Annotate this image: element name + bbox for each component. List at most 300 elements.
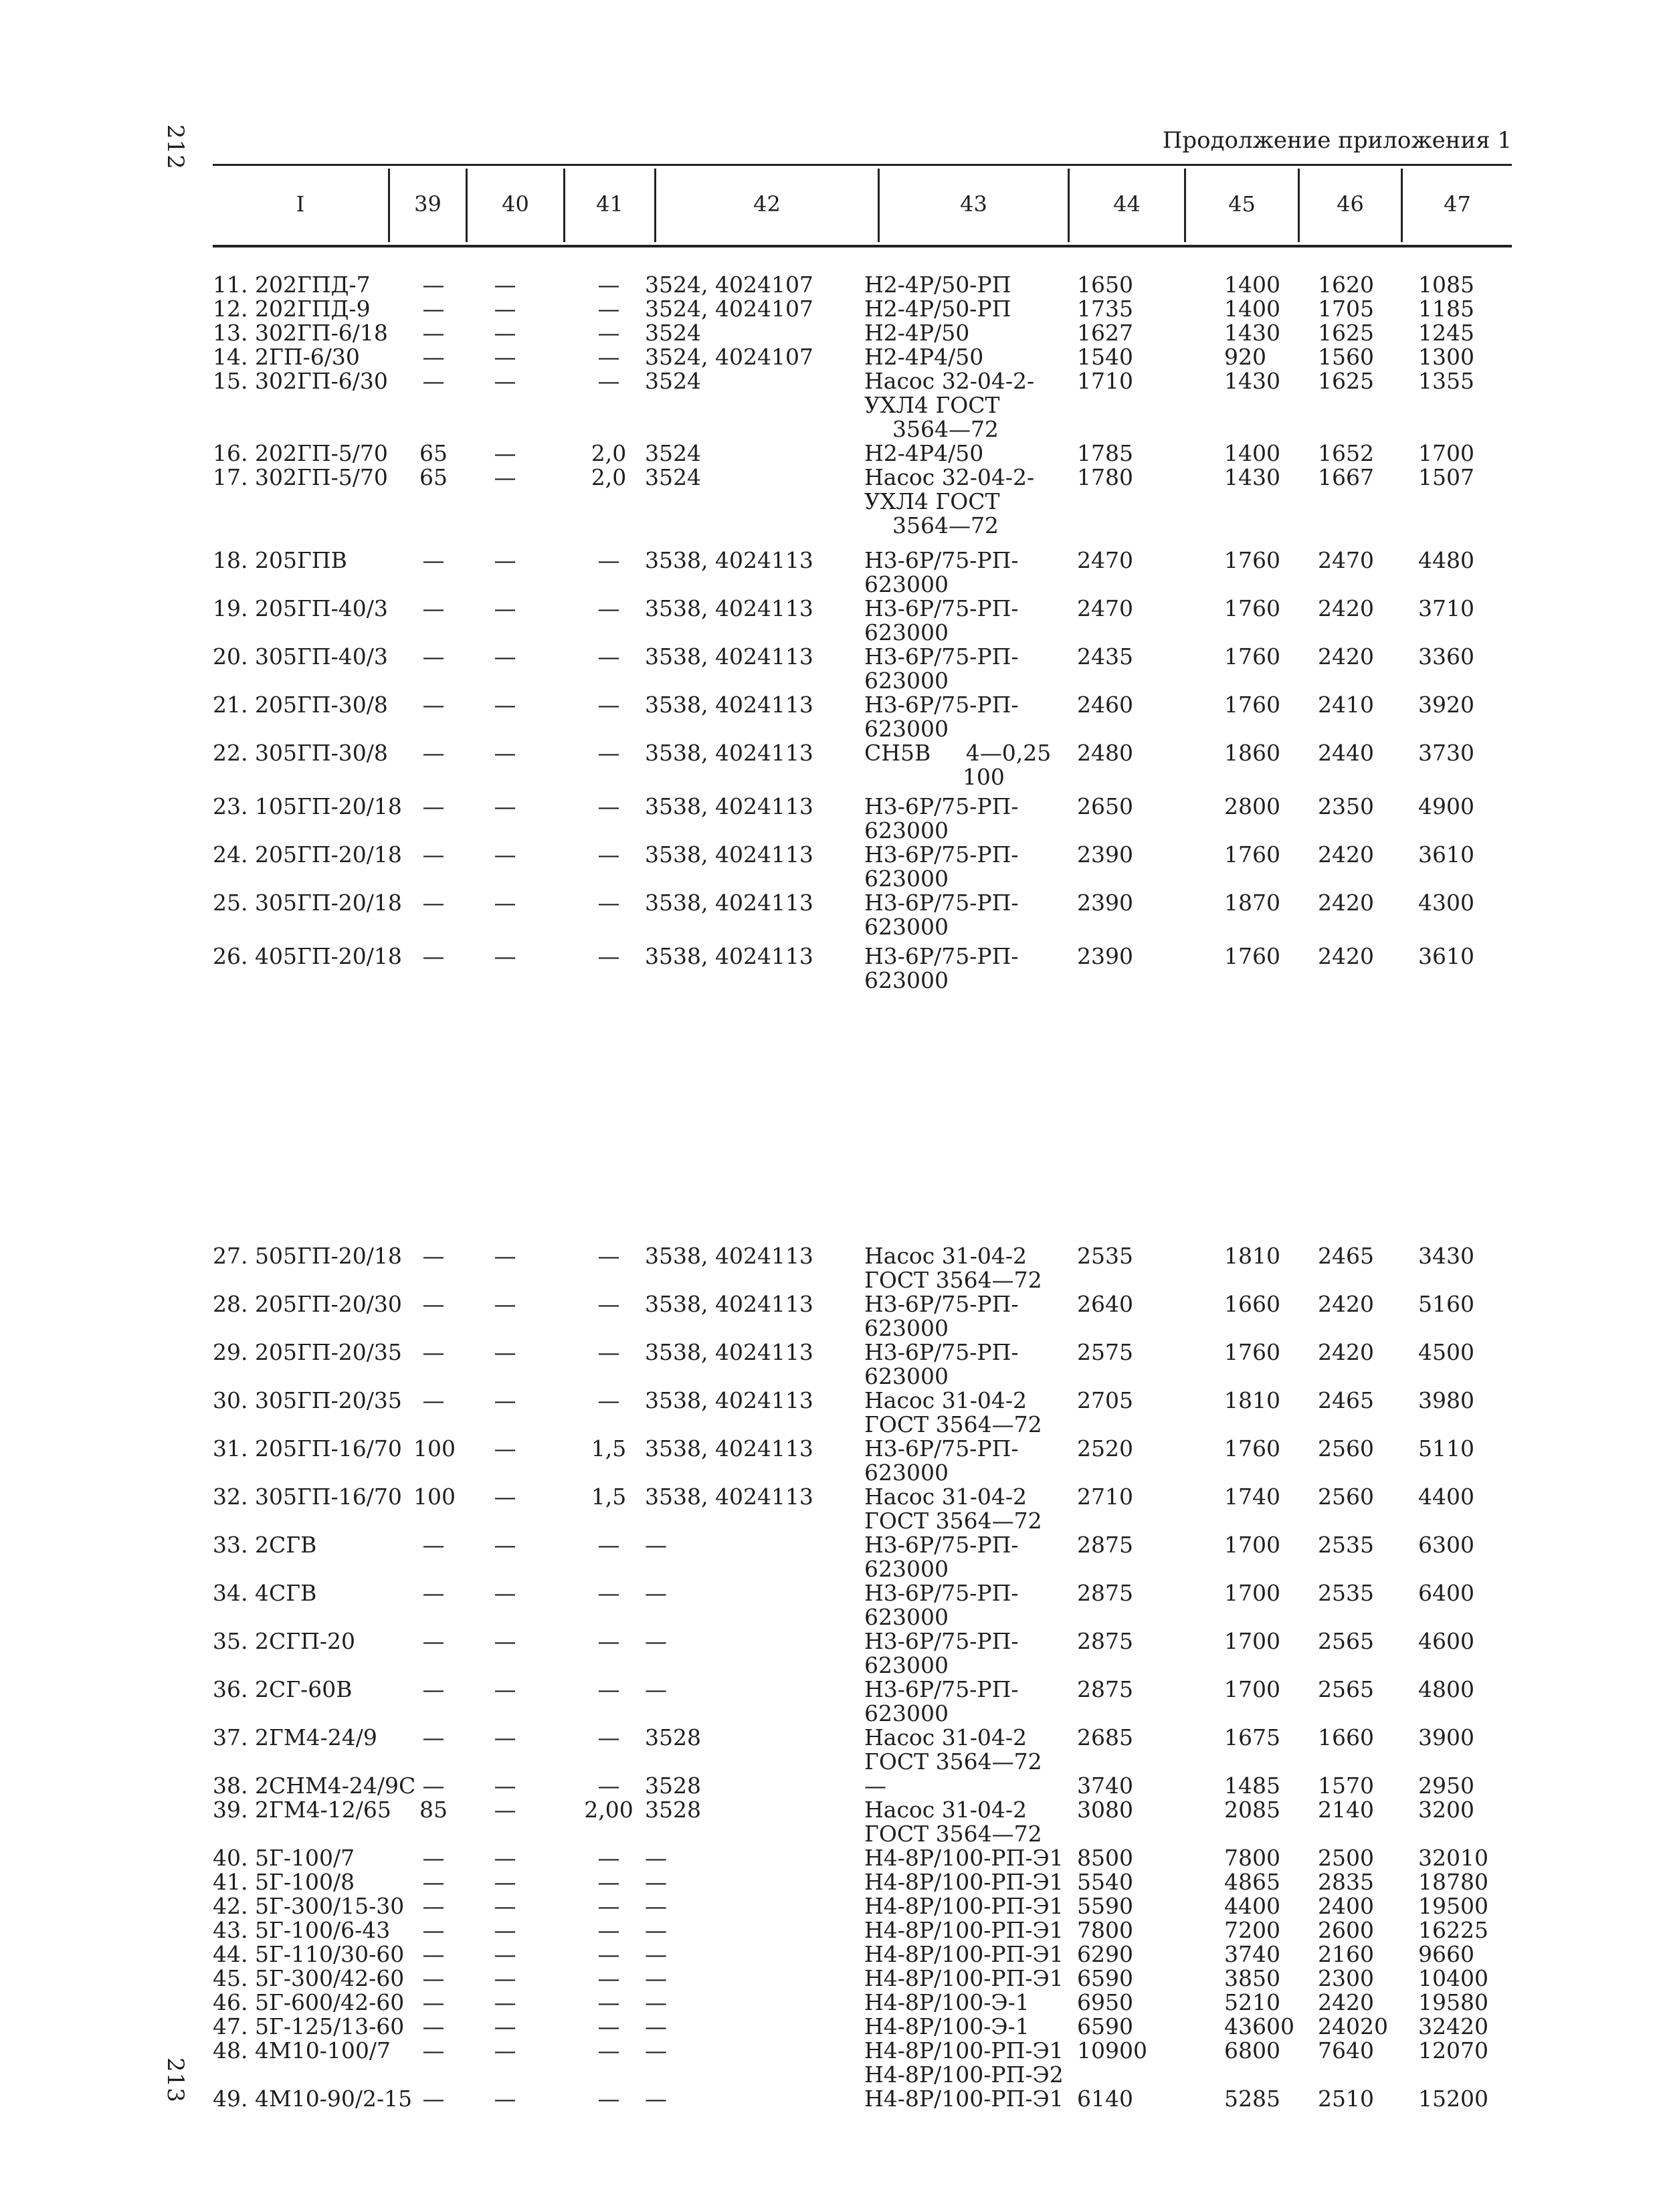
cell-col-41: — bbox=[597, 692, 620, 718]
cell-col-43: Н4-8Р/100-Э-1 bbox=[864, 1989, 1030, 2015]
column-header: 43 bbox=[960, 191, 987, 217]
cell-col-47: 10400 bbox=[1418, 1965, 1488, 1991]
cell-col-44: 5540 bbox=[1077, 1869, 1133, 1895]
cell-col-45: 1760 bbox=[1224, 692, 1280, 718]
cell-col-40: — bbox=[494, 1965, 516, 1991]
cell-col-42: — bbox=[645, 1917, 667, 1943]
cell-name: 47. 5Г-125/13-60 bbox=[213, 2013, 405, 2039]
cell-col-46: 2565 bbox=[1318, 1628, 1374, 1654]
cell-col-47: 6300 bbox=[1418, 1532, 1474, 1558]
cell-col-43: Н3-6Р/75-РП- 623000 bbox=[864, 1435, 1019, 1486]
cell-col-41: — bbox=[597, 1580, 620, 1606]
cell-col-45: 7800 bbox=[1224, 1845, 1280, 1871]
cell-col-43: Н3-6Р/75-РП- 623000 bbox=[864, 1339, 1019, 1389]
cell-col-39: — bbox=[422, 890, 445, 916]
cell-col-41: — bbox=[597, 2086, 620, 2112]
cell-name: 30. 305ГП-20/35 bbox=[213, 1387, 402, 1413]
cell-col-46: 2410 bbox=[1318, 692, 1374, 718]
cell-col-41: — bbox=[597, 1773, 620, 1799]
cell-col-46: 1667 bbox=[1318, 464, 1374, 490]
cell-col-39: — bbox=[422, 643, 445, 670]
cell-col-46: 2420 bbox=[1318, 1989, 1374, 2015]
cell-col-47: 3430 bbox=[1418, 1243, 1474, 1269]
cell-name: 33. 2СГВ bbox=[213, 1532, 317, 1558]
cell-col-40: — bbox=[494, 344, 516, 370]
cell-col-43: Н3-6Р/75-РП- 623000 bbox=[864, 595, 1019, 645]
cell-col-44: 1710 bbox=[1077, 368, 1133, 394]
cell-col-39: — bbox=[422, 368, 445, 394]
cell-col-39: — bbox=[422, 841, 445, 868]
cell-col-42: 3524 bbox=[645, 320, 701, 346]
cell-col-44: 2390 bbox=[1077, 890, 1133, 916]
cell-col-46: 1652 bbox=[1318, 440, 1374, 466]
cell-col-44: 2435 bbox=[1077, 643, 1133, 670]
cell-name: 11. 202ГПД-7 bbox=[213, 272, 371, 298]
cell-col-41: 2,0 bbox=[591, 464, 627, 490]
column-header: 45 bbox=[1228, 191, 1256, 217]
cell-col-45: 1870 bbox=[1224, 890, 1280, 916]
cell-name: 36. 2СГ-60В bbox=[213, 1676, 353, 1702]
cell-col-46: 2510 bbox=[1318, 2086, 1374, 2112]
page-heading: Продолжение приложения 1 bbox=[1162, 127, 1512, 154]
cell-col-43: Насос 32-04-2- УХЛ4 ГОСТ 3564—72 bbox=[864, 368, 1035, 442]
cell-col-43: Н4-8Р/100-РП-Э1 bbox=[864, 1917, 1064, 1943]
cell-col-43: Н3-6Р/75-РП- 623000 bbox=[864, 841, 1019, 892]
cell-col-42: — bbox=[645, 2086, 667, 2112]
cell-col-44: 2535 bbox=[1077, 1243, 1133, 1269]
column-header: 46 bbox=[1337, 191, 1364, 217]
cell-col-46: 2535 bbox=[1318, 1532, 1374, 1558]
cell-col-44: 2875 bbox=[1077, 1580, 1133, 1606]
cell-col-40: — bbox=[494, 2013, 516, 2039]
cell-col-47: 9660 bbox=[1418, 1941, 1474, 1967]
cell-col-40: — bbox=[494, 1917, 516, 1943]
cell-col-45: 1400 bbox=[1224, 272, 1280, 298]
cell-col-42: 3524 bbox=[645, 464, 701, 490]
cell-col-41: 1,5 bbox=[591, 1435, 627, 1462]
cell-col-39: 100 bbox=[413, 1435, 456, 1462]
cell-col-46: 2420 bbox=[1318, 1291, 1374, 1317]
cell-col-43: Н4-8Р/100-РП-Э1 bbox=[864, 1869, 1064, 1895]
cell-col-42: 3538, 4024113 bbox=[645, 692, 813, 718]
cell-col-47: 12070 bbox=[1418, 2037, 1488, 2064]
cell-col-40: — bbox=[494, 464, 516, 490]
cell-col-39: — bbox=[422, 1532, 445, 1558]
cell-col-40: — bbox=[494, 890, 516, 916]
cell-col-46: 1625 bbox=[1318, 368, 1374, 394]
cell-col-46: 2565 bbox=[1318, 1676, 1374, 1702]
cell-col-39: — bbox=[422, 1291, 445, 1317]
cell-col-41: — bbox=[597, 2037, 620, 2064]
cell-col-45: 1760 bbox=[1224, 595, 1280, 621]
cell-name: 13. 302ГП-6/18 bbox=[213, 320, 388, 346]
cell-col-44: 2575 bbox=[1077, 1339, 1133, 1365]
cell-col-40: — bbox=[494, 368, 516, 394]
cell-col-40: — bbox=[494, 943, 516, 969]
cell-name: 21. 205ГП-30/8 bbox=[213, 692, 388, 718]
cell-col-43: Н3-6Р/75-РП- 623000 bbox=[864, 643, 1019, 694]
cell-col-46: 1660 bbox=[1318, 1724, 1374, 1750]
cell-col-42: 3528 bbox=[645, 1724, 701, 1750]
cell-col-46: 2420 bbox=[1318, 1339, 1374, 1365]
cell-col-45: 2085 bbox=[1224, 1797, 1280, 1823]
cell-col-39: 65 bbox=[419, 440, 448, 466]
column-header: 39 bbox=[414, 191, 442, 217]
cell-col-42: — bbox=[645, 1676, 667, 1702]
cell-col-45: 1430 bbox=[1224, 464, 1280, 490]
cell-col-39: — bbox=[422, 2037, 445, 2064]
cell-col-43: CH5B 4—0,25 100 bbox=[864, 740, 1052, 790]
cell-name: 24. 205ГП-20/18 bbox=[213, 841, 402, 868]
cell-name: 35. 2СГП-20 bbox=[213, 1628, 355, 1654]
cell-col-39: — bbox=[422, 692, 445, 718]
cell-col-44: 2685 bbox=[1077, 1724, 1133, 1750]
cell-col-42: 3524, 4024107 bbox=[645, 296, 813, 322]
cell-col-47: 3610 bbox=[1418, 943, 1474, 969]
cell-col-43: Н3-6Р/75-РП- 623000 bbox=[864, 1291, 1019, 1341]
cell-col-47: 3980 bbox=[1418, 1387, 1474, 1413]
cell-name: 18. 205ГПВ bbox=[213, 547, 347, 573]
cell-col-40: — bbox=[494, 1484, 516, 1510]
cell-col-44: 2390 bbox=[1077, 943, 1133, 969]
column-header: 42 bbox=[753, 191, 781, 217]
cell-name: 17. 302ГП-5/70 bbox=[213, 464, 388, 490]
cell-col-39: — bbox=[422, 1724, 445, 1750]
cell-col-45: 1660 bbox=[1224, 1291, 1280, 1317]
cell-name: 39. 2ГМ4-12/65 bbox=[213, 1797, 391, 1823]
cell-col-43: Н4-8Р/100-РП-Э1 bbox=[864, 1941, 1064, 1967]
cell-col-46: 2465 bbox=[1318, 1387, 1374, 1413]
cell-name: 44. 5Г-110/30-60 bbox=[213, 1941, 405, 1967]
cell-col-42: 3524 bbox=[645, 440, 701, 466]
cell-col-42: — bbox=[645, 1845, 667, 1871]
cell-col-42: 3538, 4024113 bbox=[645, 943, 813, 969]
cell-col-46: 2350 bbox=[1318, 793, 1374, 819]
cell-col-45: 43600 bbox=[1224, 2013, 1294, 2039]
cell-col-41: — bbox=[597, 2013, 620, 2039]
cell-col-47: 3610 bbox=[1418, 841, 1474, 868]
cell-col-40: — bbox=[494, 2086, 516, 2112]
cell-col-42: 3538, 4024113 bbox=[645, 643, 813, 670]
cell-col-39: — bbox=[422, 296, 445, 322]
cell-col-39: — bbox=[422, 740, 445, 766]
cell-col-43: Насос 31-04-2 ГОСТ 3564—72 bbox=[864, 1724, 1042, 1775]
cell-col-40: — bbox=[494, 1435, 516, 1462]
cell-col-47: 5160 bbox=[1418, 1291, 1474, 1317]
cell-col-41: — bbox=[597, 595, 620, 621]
cell-col-46: 2500 bbox=[1318, 1845, 1374, 1871]
cell-col-43: Н4-8Р/100-РП-Э1 bbox=[864, 1893, 1064, 1919]
cell-col-47: 15200 bbox=[1418, 2086, 1488, 2112]
cell-col-47: 1245 bbox=[1418, 320, 1474, 346]
cell-col-41: — bbox=[597, 320, 620, 346]
cell-col-47: 1355 bbox=[1418, 368, 1474, 394]
cell-col-42: — bbox=[645, 1580, 667, 1606]
cell-col-45: 1430 bbox=[1224, 320, 1280, 346]
cell-col-47: 1185 bbox=[1418, 296, 1474, 322]
cell-col-45: 1860 bbox=[1224, 740, 1280, 766]
cell-col-46: 2440 bbox=[1318, 740, 1374, 766]
cell-name: 38. 2СНМ4-24/9С bbox=[213, 1773, 416, 1799]
cell-col-40: — bbox=[494, 1797, 516, 1823]
cell-col-44: 2710 bbox=[1077, 1484, 1133, 1510]
cell-col-42: — bbox=[645, 1893, 667, 1919]
cell-col-47: 3710 bbox=[1418, 595, 1474, 621]
cell-col-47: 6400 bbox=[1418, 1580, 1474, 1606]
cell-col-46: 2420 bbox=[1318, 841, 1374, 868]
cell-name: 14. 2ГП-6/30 bbox=[213, 344, 360, 370]
cell-col-44: 2390 bbox=[1077, 841, 1133, 868]
cell-col-45: 1760 bbox=[1224, 943, 1280, 969]
cell-col-44: 2705 bbox=[1077, 1387, 1133, 1413]
cell-col-40: — bbox=[494, 1724, 516, 1750]
cell-col-45: 1760 bbox=[1224, 841, 1280, 868]
cell-col-45: 1760 bbox=[1224, 1339, 1280, 1365]
cell-col-47: 1507 bbox=[1418, 464, 1474, 490]
cell-col-39: — bbox=[422, 793, 445, 819]
cell-col-40: — bbox=[494, 1580, 516, 1606]
cell-col-43: Н3-6Р/75-РП- 623000 bbox=[864, 1532, 1019, 1582]
cell-col-47: 1300 bbox=[1418, 344, 1474, 370]
cell-col-41: — bbox=[597, 1291, 620, 1317]
cell-col-39: 100 bbox=[413, 1484, 456, 1510]
cell-col-42: — bbox=[645, 1869, 667, 1895]
cell-name: 28. 205ГП-20/30 bbox=[213, 1291, 402, 1317]
cell-col-39: — bbox=[422, 1893, 445, 1919]
cell-col-41: — bbox=[597, 643, 620, 670]
cell-col-45: 4865 bbox=[1224, 1869, 1280, 1895]
cell-col-44: 1540 bbox=[1077, 344, 1133, 370]
cell-col-46: 2420 bbox=[1318, 943, 1374, 969]
cell-col-39: — bbox=[422, 344, 445, 370]
cell-col-44: 1627 bbox=[1077, 320, 1133, 346]
cell-col-39: 65 bbox=[419, 464, 448, 490]
cell-col-43: Насос 32-04-2- УХЛ4 ГОСТ 3564—72 bbox=[864, 464, 1035, 538]
cell-col-43: Н4-8Р/100-Э-1 bbox=[864, 2013, 1030, 2039]
cell-col-43: Н3-6Р/75-РП- 623000 bbox=[864, 1676, 1019, 1726]
cell-col-41: — bbox=[597, 1532, 620, 1558]
cell-col-45: 1700 bbox=[1224, 1628, 1280, 1654]
cell-col-45: 1700 bbox=[1224, 1676, 1280, 1702]
cell-col-47: 3200 bbox=[1418, 1797, 1474, 1823]
cell-col-39: — bbox=[422, 1628, 445, 1654]
cell-col-42: 3538, 4024113 bbox=[645, 1291, 813, 1317]
cell-col-42: — bbox=[645, 2037, 667, 2064]
cell-col-46: 2140 bbox=[1318, 1797, 1374, 1823]
cell-col-42: 3538, 4024113 bbox=[645, 740, 813, 766]
cell-col-42: 3538, 4024113 bbox=[645, 1387, 813, 1413]
cell-name: 15. 302ГП-6/30 bbox=[213, 368, 388, 394]
cell-col-39: — bbox=[422, 1869, 445, 1895]
cell-col-44: 1650 bbox=[1077, 272, 1133, 298]
cell-col-40: — bbox=[494, 1532, 516, 1558]
cell-col-39: — bbox=[422, 1580, 445, 1606]
cell-col-39: — bbox=[422, 943, 445, 969]
cell-col-45: 3850 bbox=[1224, 1965, 1280, 1991]
cell-name: 46. 5Г-600/42-60 bbox=[213, 1989, 405, 2015]
cell-col-47: 18780 bbox=[1418, 1869, 1488, 1895]
cell-col-40: — bbox=[494, 1387, 516, 1413]
cell-col-40: — bbox=[494, 296, 516, 322]
cell-col-45: 5285 bbox=[1224, 2086, 1280, 2112]
cell-col-45: 2800 bbox=[1224, 793, 1280, 819]
cell-col-43: Н3-6Р/75-РП- 623000 bbox=[864, 547, 1019, 597]
cell-col-39: — bbox=[422, 272, 445, 298]
cell-col-44: 3740 bbox=[1077, 1773, 1133, 1799]
cell-col-47: 3360 bbox=[1418, 643, 1474, 670]
cell-col-44: 8500 bbox=[1077, 1845, 1133, 1871]
cell-col-39: — bbox=[422, 320, 445, 346]
cell-col-39: — bbox=[422, 1845, 445, 1871]
cell-col-42: — bbox=[645, 2013, 667, 2039]
cell-col-43: Н2-4Р/50-РП bbox=[864, 296, 1011, 322]
cell-col-40: — bbox=[494, 2037, 516, 2064]
cell-name: 45. 5Г-300/42-60 bbox=[213, 1965, 405, 1991]
cell-col-44: 6140 bbox=[1077, 2086, 1133, 2112]
cell-col-42: 3538, 4024113 bbox=[645, 793, 813, 819]
cell-col-44: 6290 bbox=[1077, 1941, 1133, 1967]
cell-col-45: 1740 bbox=[1224, 1484, 1280, 1510]
cell-col-39: — bbox=[422, 1387, 445, 1413]
cell-col-46: 2420 bbox=[1318, 595, 1374, 621]
cell-name: 41. 5Г-100/8 bbox=[213, 1869, 355, 1895]
cell-col-46: 1620 bbox=[1318, 272, 1374, 298]
cell-col-47: 4400 bbox=[1418, 1484, 1474, 1510]
cell-col-43: Насос 31-04-2 ГОСТ 3564—72 bbox=[864, 1484, 1042, 1534]
cell-col-40: — bbox=[494, 1676, 516, 1702]
cell-col-40: — bbox=[494, 1243, 516, 1269]
cell-col-47: 4500 bbox=[1418, 1339, 1474, 1365]
cell-col-39: — bbox=[422, 2013, 445, 2039]
cell-col-41: — bbox=[597, 943, 620, 969]
cell-col-43: Н2-4Р4/50 bbox=[864, 440, 984, 466]
cell-col-40: — bbox=[494, 692, 516, 718]
cell-col-44: 10900 bbox=[1077, 2037, 1147, 2064]
cell-col-45: 1760 bbox=[1224, 1435, 1280, 1462]
column-header: 47 bbox=[1444, 191, 1471, 217]
cell-col-39: — bbox=[422, 1917, 445, 1943]
table-header-rule bbox=[213, 245, 1512, 247]
cell-col-47: 19580 bbox=[1418, 1989, 1488, 2015]
table-top-rule bbox=[213, 164, 1512, 166]
cell-col-42: 3528 bbox=[645, 1773, 701, 1799]
cell-col-45: 4400 bbox=[1224, 1893, 1280, 1919]
cell-col-39: — bbox=[422, 1965, 445, 1991]
cell-col-44: 6950 bbox=[1077, 1989, 1133, 2015]
cell-col-41: — bbox=[597, 1628, 620, 1654]
cell-col-40: — bbox=[494, 595, 516, 621]
cell-col-40: — bbox=[494, 547, 516, 573]
cell-col-46: 2400 bbox=[1318, 1893, 1374, 1919]
cell-col-47: 32420 bbox=[1418, 2013, 1488, 2039]
cell-col-40: — bbox=[494, 272, 516, 298]
cell-col-40: — bbox=[494, 1869, 516, 1895]
cell-col-40: — bbox=[494, 1941, 516, 1967]
cell-col-39: 85 bbox=[419, 1797, 448, 1823]
cell-col-47: 16225 bbox=[1418, 1917, 1488, 1943]
cell-col-41: 2,0 bbox=[591, 440, 627, 466]
cell-col-43: Н4-8Р/100-РП-Э1 bbox=[864, 2086, 1064, 2112]
cell-col-45: 1760 bbox=[1224, 547, 1280, 573]
cell-col-47: 4600 bbox=[1418, 1628, 1474, 1654]
page-number-top: 212 bbox=[161, 124, 189, 170]
cell-col-43: Н3-6Р/75-РП- 623000 bbox=[864, 1628, 1019, 1678]
cell-col-44: 2470 bbox=[1077, 547, 1133, 573]
cell-col-44: 2460 bbox=[1077, 692, 1133, 718]
cell-name: 31. 205ГП-16/70 bbox=[213, 1435, 402, 1462]
cell-col-46: 2160 bbox=[1318, 1941, 1374, 1967]
cell-col-41: — bbox=[597, 296, 620, 322]
cell-col-39: — bbox=[422, 1989, 445, 2015]
cell-col-42: 3538, 4024113 bbox=[645, 890, 813, 916]
cell-col-45: 1810 bbox=[1224, 1387, 1280, 1413]
cell-col-45: 1485 bbox=[1224, 1773, 1280, 1799]
cell-col-42: 3538, 4024113 bbox=[645, 841, 813, 868]
cell-col-46: 1570 bbox=[1318, 1773, 1374, 1799]
cell-col-43: Н3-6Р/75-РП- 623000 bbox=[864, 692, 1019, 742]
cell-col-44: 6590 bbox=[1077, 2013, 1133, 2039]
cell-col-47: 3920 bbox=[1418, 692, 1474, 718]
cell-col-46: 2420 bbox=[1318, 643, 1374, 670]
cell-col-47: 4900 bbox=[1418, 793, 1474, 819]
cell-col-47: 19500 bbox=[1418, 1893, 1488, 1919]
cell-col-40: — bbox=[494, 1339, 516, 1365]
cell-col-41: — bbox=[597, 344, 620, 370]
cell-col-46: 2465 bbox=[1318, 1243, 1374, 1269]
cell-col-39: — bbox=[422, 1676, 445, 1702]
cell-name: 16. 202ГП-5/70 bbox=[213, 440, 388, 466]
cell-col-39: — bbox=[422, 547, 445, 573]
cell-col-47: 3900 bbox=[1418, 1724, 1474, 1750]
cell-col-44: 2480 bbox=[1077, 740, 1133, 766]
column-header: 44 bbox=[1113, 191, 1141, 217]
cell-col-42: 3524 bbox=[645, 368, 701, 394]
cell-name: 25. 305ГП-20/18 bbox=[213, 890, 402, 916]
cell-col-47: 3730 bbox=[1418, 740, 1474, 766]
cell-col-44: 3080 bbox=[1077, 1797, 1133, 1823]
cell-col-39: — bbox=[422, 1339, 445, 1365]
cell-col-41: — bbox=[597, 1893, 620, 1919]
cell-col-44: 2640 bbox=[1077, 1291, 1133, 1317]
cell-col-47: 4300 bbox=[1418, 890, 1474, 916]
cell-col-46: 2560 bbox=[1318, 1484, 1374, 1510]
cell-col-44: 2470 bbox=[1077, 595, 1133, 621]
cell-col-45: 1400 bbox=[1224, 296, 1280, 322]
cell-col-40: — bbox=[494, 643, 516, 670]
cell-name: 34. 4СГВ bbox=[213, 1580, 317, 1606]
cell-name: 43. 5Г-100/6-43 bbox=[213, 1917, 391, 1943]
cell-col-39: — bbox=[422, 2086, 445, 2112]
cell-col-47: 32010 bbox=[1418, 1845, 1488, 1871]
page-number-bottom: 213 bbox=[161, 2057, 189, 2103]
column-header: 40 bbox=[502, 191, 529, 217]
cell-name: 12. 202ГПД-9 bbox=[213, 296, 371, 322]
cell-name: 29. 205ГП-20/35 bbox=[213, 1339, 402, 1365]
cell-col-43: Н4-8Р/100-РП-Э1 Н4-8Р/100-РП-Э2 bbox=[864, 2037, 1064, 2088]
cell-col-47: 4800 bbox=[1418, 1676, 1474, 1702]
cell-col-45: 5210 bbox=[1224, 1989, 1280, 2015]
cell-col-41: — bbox=[597, 793, 620, 819]
cell-col-44: 1780 bbox=[1077, 464, 1133, 490]
cell-col-41: — bbox=[597, 1243, 620, 1269]
cell-col-46: 2600 bbox=[1318, 1917, 1374, 1943]
cell-col-41: — bbox=[597, 1387, 620, 1413]
cell-col-40: — bbox=[494, 1291, 516, 1317]
cell-col-41: 2,00 bbox=[584, 1797, 633, 1823]
cell-col-43: Н3-6Р/75-РП- 623000 bbox=[864, 943, 1019, 993]
cell-col-44: 6590 bbox=[1077, 1965, 1133, 1991]
cell-col-41: — bbox=[597, 890, 620, 916]
